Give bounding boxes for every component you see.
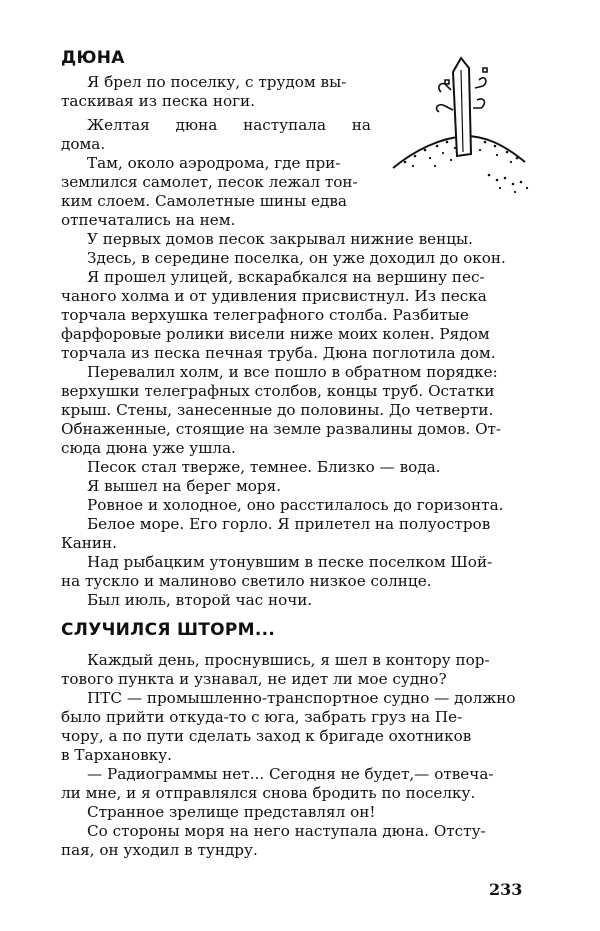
text-line: верхушки телеграфных столбов, концы труб. Остатки bbox=[61, 382, 495, 400]
text-line: землился самолет, песок лежал тон- bbox=[61, 173, 358, 191]
text-line: Ровное и холодное, оно расстилалось до горизонта. bbox=[87, 496, 504, 514]
text-line: У первых домов песок закрывал нижние венцы. bbox=[87, 230, 473, 248]
text-line: Над рыбацким утонувшим в песке поселком Шой- bbox=[87, 553, 493, 571]
text-line: Я брел по поселку, с трудом вы- bbox=[87, 73, 347, 91]
text-line: Был июль, второй час ночи. bbox=[87, 591, 313, 609]
text-line: Странное зрелище представлял он! bbox=[87, 803, 376, 821]
text-line: Со стороны моря на него наступала дюна. Отсту- bbox=[87, 822, 486, 840]
text-line: ли мне, и я отправлялся снова бродить по поселку. bbox=[61, 784, 476, 802]
text-line: ПТС — промышленно-транспортное судно — должно bbox=[87, 689, 516, 707]
text-line: Там, около аэродрома, где при- bbox=[87, 154, 341, 172]
text-line: сюда дюна уже ушла. bbox=[61, 439, 236, 457]
page-number: 233 bbox=[489, 880, 523, 899]
text-line: Каждый день, проснувшись, я шел в контору пор- bbox=[87, 651, 490, 669]
text-line: чаного холма и от удивления присвистнул. Из песка bbox=[61, 287, 487, 305]
text-line: Перевалил холм, и все пошло в обратном порядке: bbox=[87, 363, 498, 381]
section-heading-storm: СЛУЧИЛСЯ ШТОРМ... bbox=[61, 620, 276, 640]
text-line: торчала верхушка телеграфного столба. Разбитые bbox=[61, 306, 469, 324]
text-line: Канин. bbox=[61, 534, 118, 552]
text-line: крыш. Стены, занесенные до половины. До четверти. bbox=[61, 401, 494, 419]
text-line: Обнаженные, стоящие на земле развалины домов. От- bbox=[61, 420, 502, 438]
text-line: Песок стал тверже, темнее. Близко — вода. bbox=[87, 458, 441, 476]
text-line: фарфоровые ролики висели ниже моих колен. Рядом bbox=[61, 325, 490, 343]
text-line: Я прошел улицей, вскарабкался на вершину пес- bbox=[87, 268, 485, 286]
text-line: пая, он уходил в тундру. bbox=[61, 841, 258, 859]
text-line: Здесь, в середине поселка, он уже доходил до окон. bbox=[87, 249, 506, 267]
section-heading-dune: ДЮНА bbox=[61, 48, 125, 68]
text-line: — Радиограммы нет... Сегодня не будет,— отвеча- bbox=[87, 765, 494, 783]
text-line: торчала из песка печная труба. Дюна поглотила дом. bbox=[61, 344, 496, 362]
text-line: Я вышел на берег моря. bbox=[87, 477, 282, 495]
text-line: Белое море. Его горло. Я прилетел на полуостров bbox=[87, 515, 491, 533]
text-line: в Тархановку. bbox=[61, 746, 172, 764]
text-line: чору, а по пути сделать заход к бригаде охотников bbox=[61, 727, 472, 745]
text-line: ким слоем. Самолетные шины едва bbox=[61, 192, 347, 210]
text-line: Желтая дюна наступала на bbox=[87, 116, 371, 134]
text-line: таскивая из песка ноги. bbox=[61, 92, 255, 110]
text-line: отпечатались на нем. bbox=[61, 211, 236, 229]
text-line: тового пункта и узнавал, не идет ли мое судно? bbox=[61, 670, 447, 688]
text-line: на тускло и малиново светило низкое солнце. bbox=[61, 572, 432, 590]
text-line: дома. bbox=[61, 135, 106, 153]
text-line: было прийти откуда-то с юга, забрать груз на Пе- bbox=[61, 708, 463, 726]
